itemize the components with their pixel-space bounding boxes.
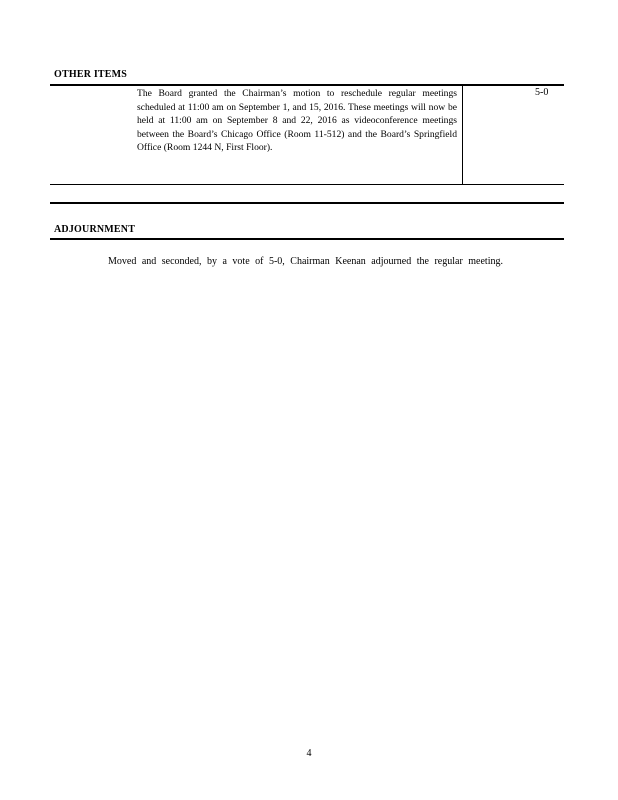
adjournment-rule <box>50 238 564 240</box>
page-number: 4 <box>306 748 312 759</box>
vote-result: 5-0 <box>535 87 549 98</box>
other-items-top-rule <box>50 84 564 86</box>
adjournment-heading: ADJOURNMENT <box>54 224 136 235</box>
adjournment-text: Moved and seconded, by a vote of 5-0, Chairman Keenan adjourned the regular meeting. <box>108 256 503 267</box>
vote-column-divider <box>462 86 463 184</box>
motion-text: The Board granted the Chairman’s motion to reschedule regular meetings scheduled at 11:00 am on September 1, and 15, 2016. These meetings will now be held at 11:00 am on September 8 and 22, 2016 as videoconference meetings between the Board’s Chicago Office (Room 11-512) and the Board’s Springfield Office (Room 1244 N, First Floor). <box>137 88 457 154</box>
other-items-heading: OTHER ITEMS <box>54 69 128 80</box>
table-bottom-rule <box>50 184 564 185</box>
section-divider-rule <box>50 202 564 204</box>
